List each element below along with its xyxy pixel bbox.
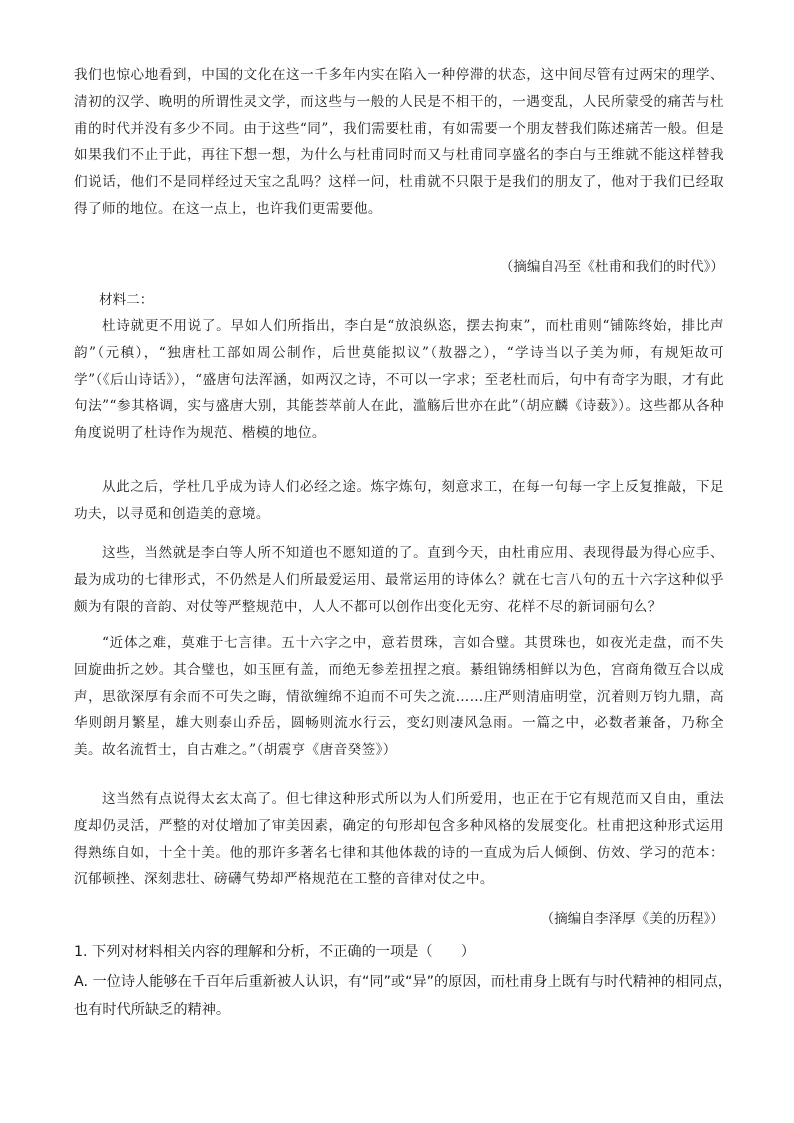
material-two-quote: “近体之难，莫难于七言律。五十六字之中，意若贯珠，言如合璧。其贯珠也，如夜光走盘，而不失回旋曲折之妙。其合璧也，如玉匣有盖，而绝无参差扭捏之痕。綦组锦绣相鲜以为色，宫商角徵互合以成声，思欲深厚有余而不可失之晦，情欲缠绵不迫而不可失之流……庄严则清庙明堂，沉着则万钧九鼎，高华则朗月繁星，雄大则泰山乔岳，圆畅则流水行云，变幻则凄风急雨。一篇之中，必数者兼备，乃称全美。故名流哲士，自古难之。”（胡震亨《唐音癸签》） <box>74 635 724 759</box>
material-two-paragraph-5: 这当然有点说得太玄太高了。但七律这种形式所以为人们所爱用，也正在于它有规范而又自由，重法度却仍灵活，严整的对仗增加了审美因素，确定的句形却包含多种风格的发展变化。杜甫把这种形式运用得熟练自如，十全十美。他的那许多著名七律和其他体裁的诗的一直成为后人倾倒、仿效、学习的范本：沉郁顿挫、深刻悲壮、磅礴气势却严格规范在工整的音律对仗之中。 <box>74 791 724 888</box>
material-two-source: （摘编自李泽厚《美的历程》） <box>540 911 724 927</box>
question-1-stem: 1. 下列对材料相关内容的理解和分析，不正确的一项是（ ） <box>74 944 476 960</box>
material-one-source: （摘编自冯至《杜甫和我们的时代》） <box>499 259 724 275</box>
material-two-heading: 材料二： <box>99 292 154 308</box>
material-two-paragraph-2: 从此之后，学杜几乎成为诗人们必经之途。炼字炼句，刻意求工，在每一句每一字上反复推敲，下足功夫，以寻觅和创造美的意境。 <box>74 479 724 522</box>
material-two-paragraph-1: 杜诗就更不用说了。早如人们所指出，李白是“放浪纵恣，摆去拘束”，而杜甫则“铺陈终始，排比声韵”（元稹），“独唐杜工部如周公制作，后世莫能拟议”（敖器之），“学诗当以子美为师，有规矩故可学”（《后山诗话》），“盛唐句法浑涵，如两汉之诗，不可以一字求；至老杜而后，句中有奇字为眼，才有此句法”“参其格调，实与盛唐大别，其能荟萃前人在此，滥觞后世亦在此”（胡应麟《诗薮》）。这些都从各种角度说明了杜诗作为规范、楷模的地位。 <box>74 318 724 442</box>
material-two-paragraph-3: 这些，当然就是李白等人所不知道也不愿知道的了。直到今天，由杜甫应用、表现得最为得心应手、最为成功的七律形式，不仍然是人们所最爱运用、最常运用的诗体么？就在七言八句的五十六字这种似乎颇为有限的音韵、对仗等严整规范中，人人不都可以创作出变化无穷、花样不尽的新词丽句么？ <box>74 545 724 615</box>
question-1-option-a: A. 一位诗人能够在千百年后重新被人认识，有“同”或“异”的原因，而杜甫身上既有与时代精神的相同点，也有时代所缺乏的精神。 <box>74 974 732 1018</box>
material-one-paragraph: 我们也惊心地看到，中国的文化在这一千多年内实在陷入一种停滞的状态，这中间尽管有过两宋的理学、清初的汉学、晚明的所谓性灵文学，而这些与一般的人民是不相干的，一遇变乱，人民所蒙受的痛苦与杜甫的时代并没有多少不同。由于这些“同”，我们需要杜甫，有如需要一个朋友替我们陈述痛苦一般。但是如果我们不止于此，再往下想一想，为什么与杜甫同时而又与杜甫同享盛名的李白与王维就不能这样替我们说话，他们不是同样经过天宝之乱吗？这样一问，杜甫就不只限于是我们的朋友了，他对于我们已经取得了师的地位。在这一点上，也许我们更需要他。 <box>74 67 724 217</box>
